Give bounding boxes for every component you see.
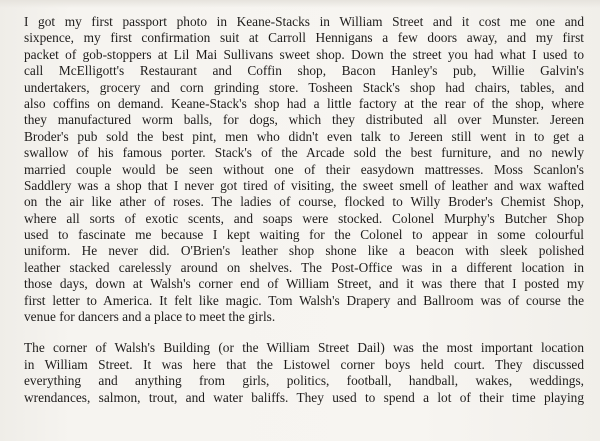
text-line: I got my first passport photo in Keane-Stacks in William Street and it cost me one and — [24, 14, 584, 29]
text-line: also coffins on demand. Keane-Stack's shop had a little factory at the rear of the shop, where — [24, 95, 584, 111]
text-line: swallow of his famous porter. Stack's of the Arcade sold the best furniture, and no newly — [24, 145, 584, 161]
text-line: leather stacked carelessly around on shelves. The Post-Office was in a different location in — [24, 259, 584, 275]
text-line: venue for dancers and a place to meet the girls. — [24, 309, 276, 325]
text-line: undertakers, grocery and corn grinding store. Tosheen Stack's shop had chairs, tables, and — [24, 79, 584, 95]
text-line: used to fascinate me because I kept waiting for the Colonel to appear in some colourful — [24, 227, 584, 243]
text-line: they manufactured worm balls, for dogs, which they distributed all over Munster. Jereen — [24, 112, 584, 128]
text-line: The corner of Walsh's Building (or the William Street Dail) was the most important location — [24, 340, 584, 356]
text-line: first letter to America. It felt like magic. Tom Walsh's Drapery and Ballroom was of course the — [24, 292, 584, 308]
text-line: wrendances, salmon, trout, and water baliffs. They used to spend a lot of their time playing — [24, 389, 584, 405]
text-line: Broder's pub sold the best pint, men who didn't even talk to Jereen still went in to get a — [24, 128, 584, 144]
text-line: in William Street. It was here that the Listowel corner boys held court. They discussed — [24, 356, 584, 372]
paragraph-1 — [24, 14, 584, 325]
text-line: Saddlery was a shop that I never got tired of visiting, the sweet smell of leather and wax wafted — [24, 177, 584, 193]
text-line: packet of gob-stoppers at Lil Mai Sullivans sweet shop. Down the street you had what I used to — [24, 46, 584, 62]
text-line: those days, down at Walsh's corner end of William Street, and it was there that I posted my — [24, 276, 584, 292]
paragraph-2 — [24, 340, 584, 406]
text-line: uniform. He never did. O'Brien's leather shop shone like a beacon with sleek polished — [24, 243, 584, 259]
text-line: call McElligott's Restaurant and Coffin shop, Bacon Hanley's pub, Willie Galvin's — [24, 63, 584, 79]
text-line: sixpence, my first confirmation suit at Carroll Hennigans a few doors away, and my first — [24, 30, 584, 46]
text-line: married couple would be seen without one of their easydown mattresses. Moss Scanlon's — [24, 161, 584, 177]
text-line: on the air like ather of roses. The ladies of course, flocked to Willy Broder's Chemist Shop, — [24, 194, 584, 210]
text-line: everything and anything from girls, politics, football, handball, wakes, weddings, — [24, 373, 584, 389]
body-text — [24, 14, 584, 406]
text-line: where all sorts of exotic scents, and soaps were stocked. Colonel Murphy's Butcher Shop — [24, 210, 584, 226]
